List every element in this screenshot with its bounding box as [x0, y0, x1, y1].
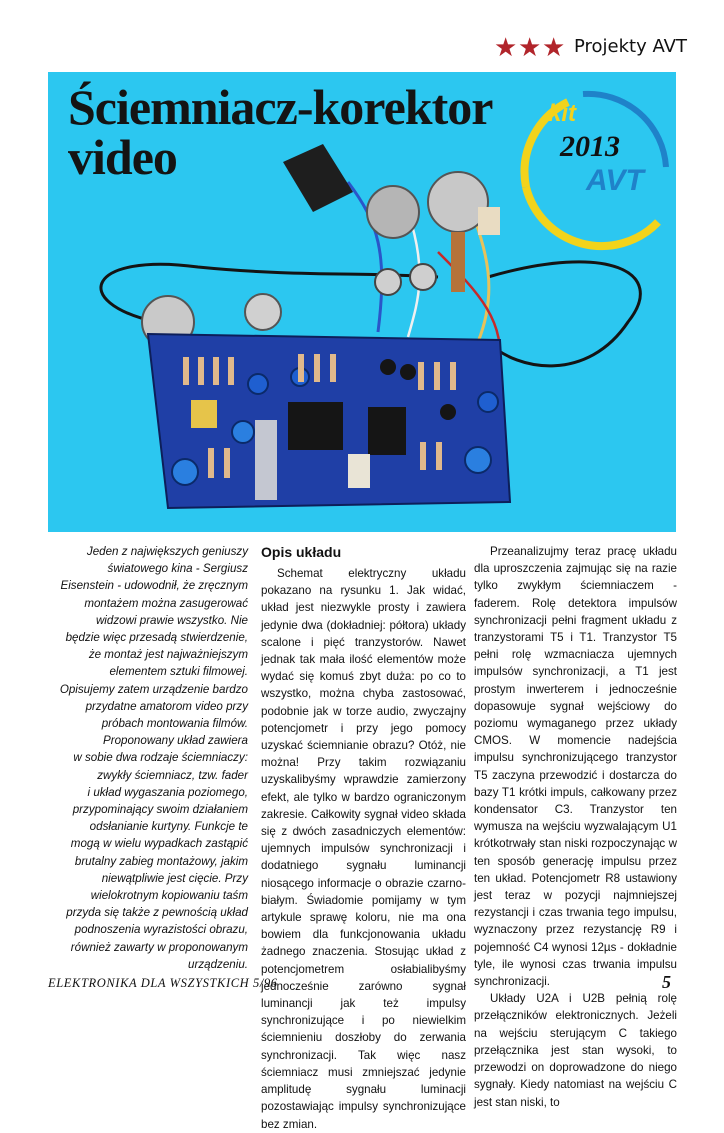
lead-line: również zawarty w proponowanym [70, 940, 248, 954]
lead-line: niewątpliwie jest cięcie. Przy [101, 871, 248, 885]
section-heading: Opis układu [261, 544, 342, 560]
lead-line: przydatne amatorom video przy [85, 699, 248, 713]
lead-line: światowego kina - Sergiusz [107, 562, 248, 576]
lead-line: brutalny zabieg montażowy, jakim [74, 854, 248, 868]
lead-line: odsłanianie kurtyny. Funkcje te [89, 820, 248, 834]
lead-line: próbach montowania filmów. [101, 717, 248, 731]
body-paragraph: Przeanalizujmy teraz pracę układu dla uproszczenia zajmując się na razie tylko zwykłym ściemniaczem - faderem. Rolę detektora impulsów synchronizacji pełni fragment układu z tranzystorami T5 i T1. Tranzystor T5 pełni rolę wzmacniacza ujemnych impulsów synchronizacji, a T1 jest prostym inwerterem i jednocześnie dopasowuje sygnał wejściowy do poziomu wymaganego przez układy CMOS. W momencie nadejścia impulsu synchronizującego tranzystor T5 zaczyna przewodzić i dostarcza do bazy T1 krótki impuls, całkowany przez kondensator C3. Tranzystor ten wymusza na wejściu wyzwalającym U1 krótkotrwały stan niski rozpoczynając w ten sposób generację impulsu przez ten układ. Potencjometr R8 ustawiony jest teraz w pozycji najmniejszej rezystancji i czas trwania tego impulsu, wyznaczony przez rezystancję R9 i pojemność C4 wynosi 12µs - dokładnie tyle, ile wynosi czas trwania impulsu synchronizacji. [474, 545, 677, 989]
lead-line: elementem sztuki filmowej. [109, 665, 248, 679]
kit-brand-logo: AVT [586, 164, 644, 197]
lead-line: zwykły ściemniacz, tzw. fader [97, 768, 248, 782]
lead-line: Eisenstein - udowodnił, że zręcznym [60, 579, 248, 593]
article-column-1 [261, 543, 466, 1133]
lead-line: w sobie dwa rodzaje ściemniaczy: [73, 751, 248, 765]
article-column-2 [474, 543, 677, 1111]
lead-line: wielokrotnym kopiowaniu taśm [90, 889, 248, 903]
lead-line: urządzeniu. [188, 957, 248, 971]
page-number: 5 [662, 972, 671, 992]
article-title-line1: Ściemniacz-korektor [68, 79, 493, 135]
lead-line: że montaż jest najważniejszym [88, 648, 248, 662]
article-title [68, 79, 493, 185]
lead-column [48, 543, 248, 973]
lead-line: widzowi prawie wszystko. Nie [95, 613, 248, 627]
lead-line: mogą w wielu wypadkach zastąpić [70, 837, 248, 851]
series-header [494, 34, 694, 60]
lead-line: podnoszenia wyrazistości obrazu, [74, 923, 248, 937]
lead-line: montażem można zasugerować [84, 596, 248, 610]
lead-line: przypominający swoim działaniem [72, 803, 248, 817]
kit-label: kit [548, 100, 577, 127]
kit-number: 2013 [560, 130, 620, 163]
hero-photo [48, 72, 676, 532]
series-label: Projekty AVT [574, 36, 687, 57]
body-paragraph: Schemat elektryczny układu pokazano na rysunku 1. Jak widać, układ jest niezwykle prosty i zawiera jedynie dwa (dokładniej: półtora) układy scalone i pięć tranzystorów. Nawet jednak tak mała ilość elementów może wydać się komuś zbyt duża: po co to wszystko, można chyba zastosować, podobnie jak w torze audio, zwyczajny potencjometr i przy jego pomocy uzyskać ściemnianie obrazu? Otóż, nie można! Przy takim rozwiązaniu uzyskalibyśmy wprawdzie zamierzony efekt, ale tylko w bardzo ograniczonym zakresie. Całkowity sygnał video składa się z dwóch zasadniczych elementów: ujemnych impulsów synchronizacji i dodatniego sygnału luminancji niosącego informacje o obrazie czarno-białym. Świadomie pomijamy w tym artykule sprawę koloru, nie ma ona bowiem dla funkcjonowania układu żadnego znaczenia. Stosując układ z potencjometrem osłabialibyśmy jednocześnie zarówno sygnał luminancji jak też impulsy synchronizujące i po niewielkim ściemnieniu doszłoby do zerwania synchronizacji. Tak więc nasz ściemniacz musi zmniejszać jedynie amplitudę sygnału luminacji pozostawiając impulsy synchronizujące bez zmian. [261, 567, 466, 1131]
lead-line: Proponowany układ zawiera [102, 734, 248, 748]
lead-line: Jeden z największych geniuszy [86, 545, 248, 558]
rating-star-icon: ★ [542, 32, 566, 62]
lead-line: przyda się także z pewnością układ [66, 906, 248, 920]
lead-line: i układ wygaszania poziomego, [87, 785, 248, 799]
rating-star-icon: ★ [518, 32, 542, 62]
body-paragraph: Układy U2A i U2B pełnią rolę przełączników elektronicznych. Jeżeli na wejściu sterującym C takiego przełącznika jest stan wysoki, to przewodzi on doprowadzone do niego sygnały. Kiedy natomiast na wejściu C jest stan niski, to [474, 992, 677, 1109]
rating-star-icon: ★ [494, 32, 518, 62]
lead-line: Opisujemy zatem urządzenie bardzo [59, 682, 248, 696]
magazine-footer: ELEKTRONIKA DLA WSZYSTKICH 5/96 [48, 976, 278, 990]
lead-line: będzie więc przesadą stwierdzenie, [65, 631, 248, 645]
article-title-line2: video [68, 129, 177, 185]
